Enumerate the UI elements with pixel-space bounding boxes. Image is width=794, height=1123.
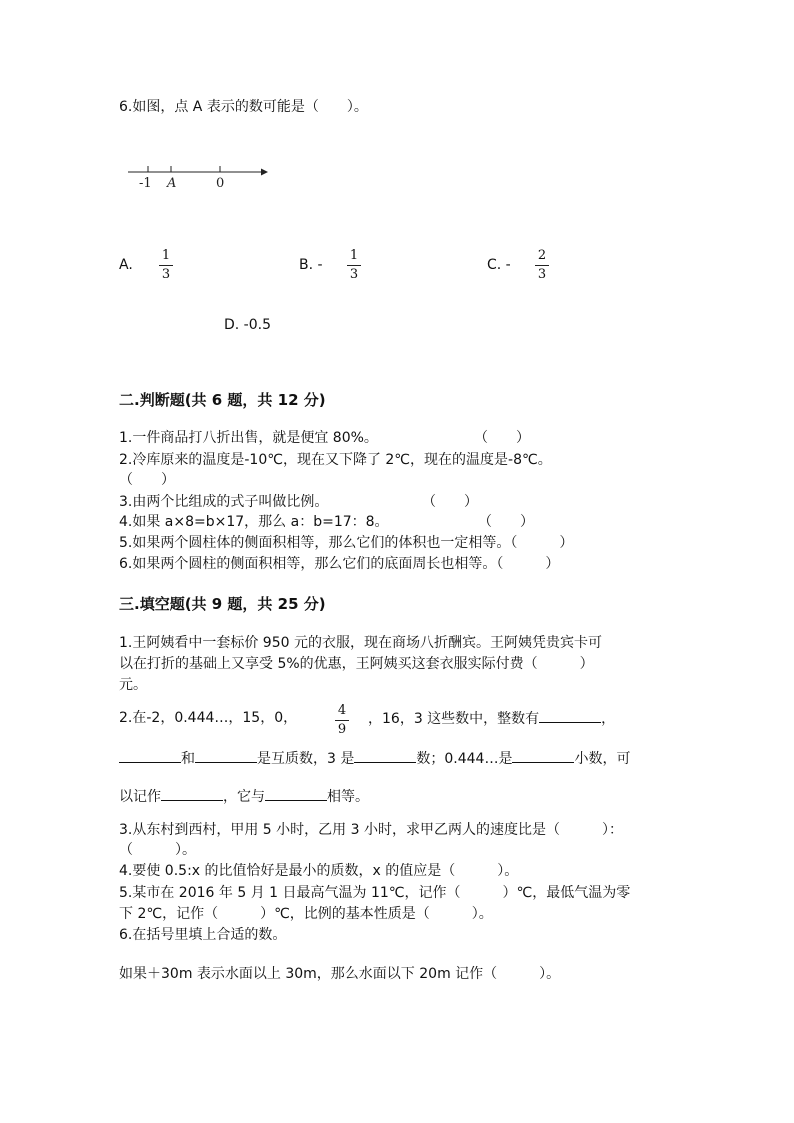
- answer-blank[interactable]: [195, 748, 257, 763]
- judge-item-3-answer-paren: （ ）: [422, 494, 478, 510]
- label-neg-one: -1: [139, 176, 152, 191]
- answer-blank[interactable]: [354, 748, 416, 763]
- fill-q2-text-b: ，: [601, 711, 616, 727]
- fill-q3-line-1: 3.从东村到西村，甲用 5 小时，乙用 3 小时，求甲乙两人的速度比是（ ）：: [119, 822, 623, 838]
- judge-item-1-answer-paren: （ ）: [474, 430, 530, 446]
- option-a-label: A.: [119, 257, 133, 273]
- fill-q6-sub: 如果＋30m 表示水面以上 30m，那么水面以下 20m 记作（ ）。: [119, 966, 561, 982]
- option-a-fraction: [159, 249, 173, 282]
- fill-q2-text-h: ，它与: [223, 789, 265, 805]
- option-c-fraction: [535, 249, 549, 282]
- fill-q2-text-a: ，16，3 这些数中，整数有: [368, 711, 540, 727]
- section-2-heading: 二.判断题(共 6 题，共 12 分): [119, 391, 326, 409]
- judge-item-5: 5.如果两个圆柱体的侧面积相等，那么它们的体积也一定相等。（ ）: [119, 535, 574, 551]
- label-point-a: A: [167, 176, 177, 191]
- answer-blank[interactable]: [119, 748, 181, 763]
- answer-blank[interactable]: [539, 708, 601, 723]
- option-b-denominator: 3: [349, 267, 359, 282]
- fill-q6: 6.在括号里填上合适的数。: [119, 927, 287, 943]
- fill-q2-text-f: 小数，可: [574, 751, 631, 767]
- option-b-fraction: [347, 249, 361, 282]
- section-3-heading: 三.填空题(共 9 题，共 25 分): [119, 595, 326, 613]
- answer-blank[interactable]: [512, 748, 574, 763]
- judge-item-4: 4.如果 a×8=b×17，那么 a：b=17：8。: [119, 514, 389, 530]
- fill-q2-fraction-bar: [335, 720, 349, 721]
- judge-item-2: 2.冷库原来的温度是-10℃，现在又下降了 2℃，现在的温度是-8℃。: [119, 452, 552, 468]
- judge-item-2-answer-paren: （ ）: [119, 472, 175, 488]
- fill-q1-line-3: 元。: [119, 677, 147, 693]
- fill-q2-text-c: 和: [181, 751, 195, 767]
- judge-item-1: 1.一件商品打八折出售，就是便宜 80%。: [119, 430, 378, 446]
- question-6-stem: 6.如图，点 A 表示的数可能是（ ）。: [119, 99, 368, 115]
- option-c-fraction-bar: [535, 265, 549, 266]
- fill-q2-text-e: 数；0.444…是: [416, 751, 513, 767]
- option-b-numerator: 1: [349, 248, 359, 263]
- number-line-arrow: [261, 169, 268, 176]
- fill-q2-text-i: 相等。: [327, 789, 369, 805]
- option-c-label: C. -: [487, 257, 511, 273]
- number-line-figure: [125, 160, 270, 192]
- fill-q1-line-2: 以在打折的基础上又享受 5%的优惠，王阿姨买这套衣服实际付费（ ）: [119, 656, 594, 672]
- fill-q3-line-2: （ ）。: [119, 842, 196, 858]
- fill-q2-fraction: [335, 704, 349, 737]
- option-c-numerator: 2: [537, 248, 547, 263]
- answer-blank[interactable]: [161, 786, 223, 801]
- fill-q5-line-1: 5.某市在 2016 年 5 月 1 日最高气温为 11℃，记作（ ）℃，最低气温为零: [119, 885, 631, 901]
- option-b-label: B. -: [299, 257, 323, 273]
- fill-q2-denominator: 9: [337, 722, 347, 737]
- fill-q2-line-2: [119, 748, 630, 769]
- fill-q4: 4.要使 0.5:x 的比值恰好是最小的质数，x 的值应是（ ）。: [119, 863, 519, 879]
- option-c-denominator: 3: [537, 267, 547, 282]
- option-d: D. -0.5: [224, 317, 271, 333]
- fill-q2-line-3: [119, 786, 369, 807]
- fill-q1-line-1: 1.王阿姨看中一套标价 950 元的衣服，现在商场八折酬宾。王阿姨凭贵宾卡可: [119, 635, 602, 651]
- fill-q5-line-2: 下 2℃，记作（ ）℃，比例的基本性质是（ ）。: [119, 906, 493, 922]
- judge-item-4-answer-paren: （ ）: [478, 514, 534, 530]
- judge-item-3: 3.由两个比组成的式子叫做比例。: [119, 494, 329, 510]
- label-zero: 0: [216, 176, 225, 191]
- judge-item-6: 6.如果两个圆柱的侧面积相等，那么它们的底面周长也相等。（ ）: [119, 556, 560, 572]
- option-a-denominator: 3: [161, 267, 171, 282]
- option-b-fraction-bar: [347, 265, 361, 266]
- fill-q2-text-g: 以记作: [119, 789, 161, 805]
- fill-q2-prefix: 2.在-2，0.444…，15，0，: [119, 710, 298, 726]
- fill-q2-text-d: 是互质数，3 是: [257, 751, 355, 767]
- fill-q2-line-1: [368, 708, 615, 729]
- answer-blank[interactable]: [265, 786, 327, 801]
- fill-q2-numerator: 4: [337, 703, 347, 718]
- option-a-fraction-bar: [159, 265, 173, 266]
- option-a-numerator: 1: [161, 248, 171, 263]
